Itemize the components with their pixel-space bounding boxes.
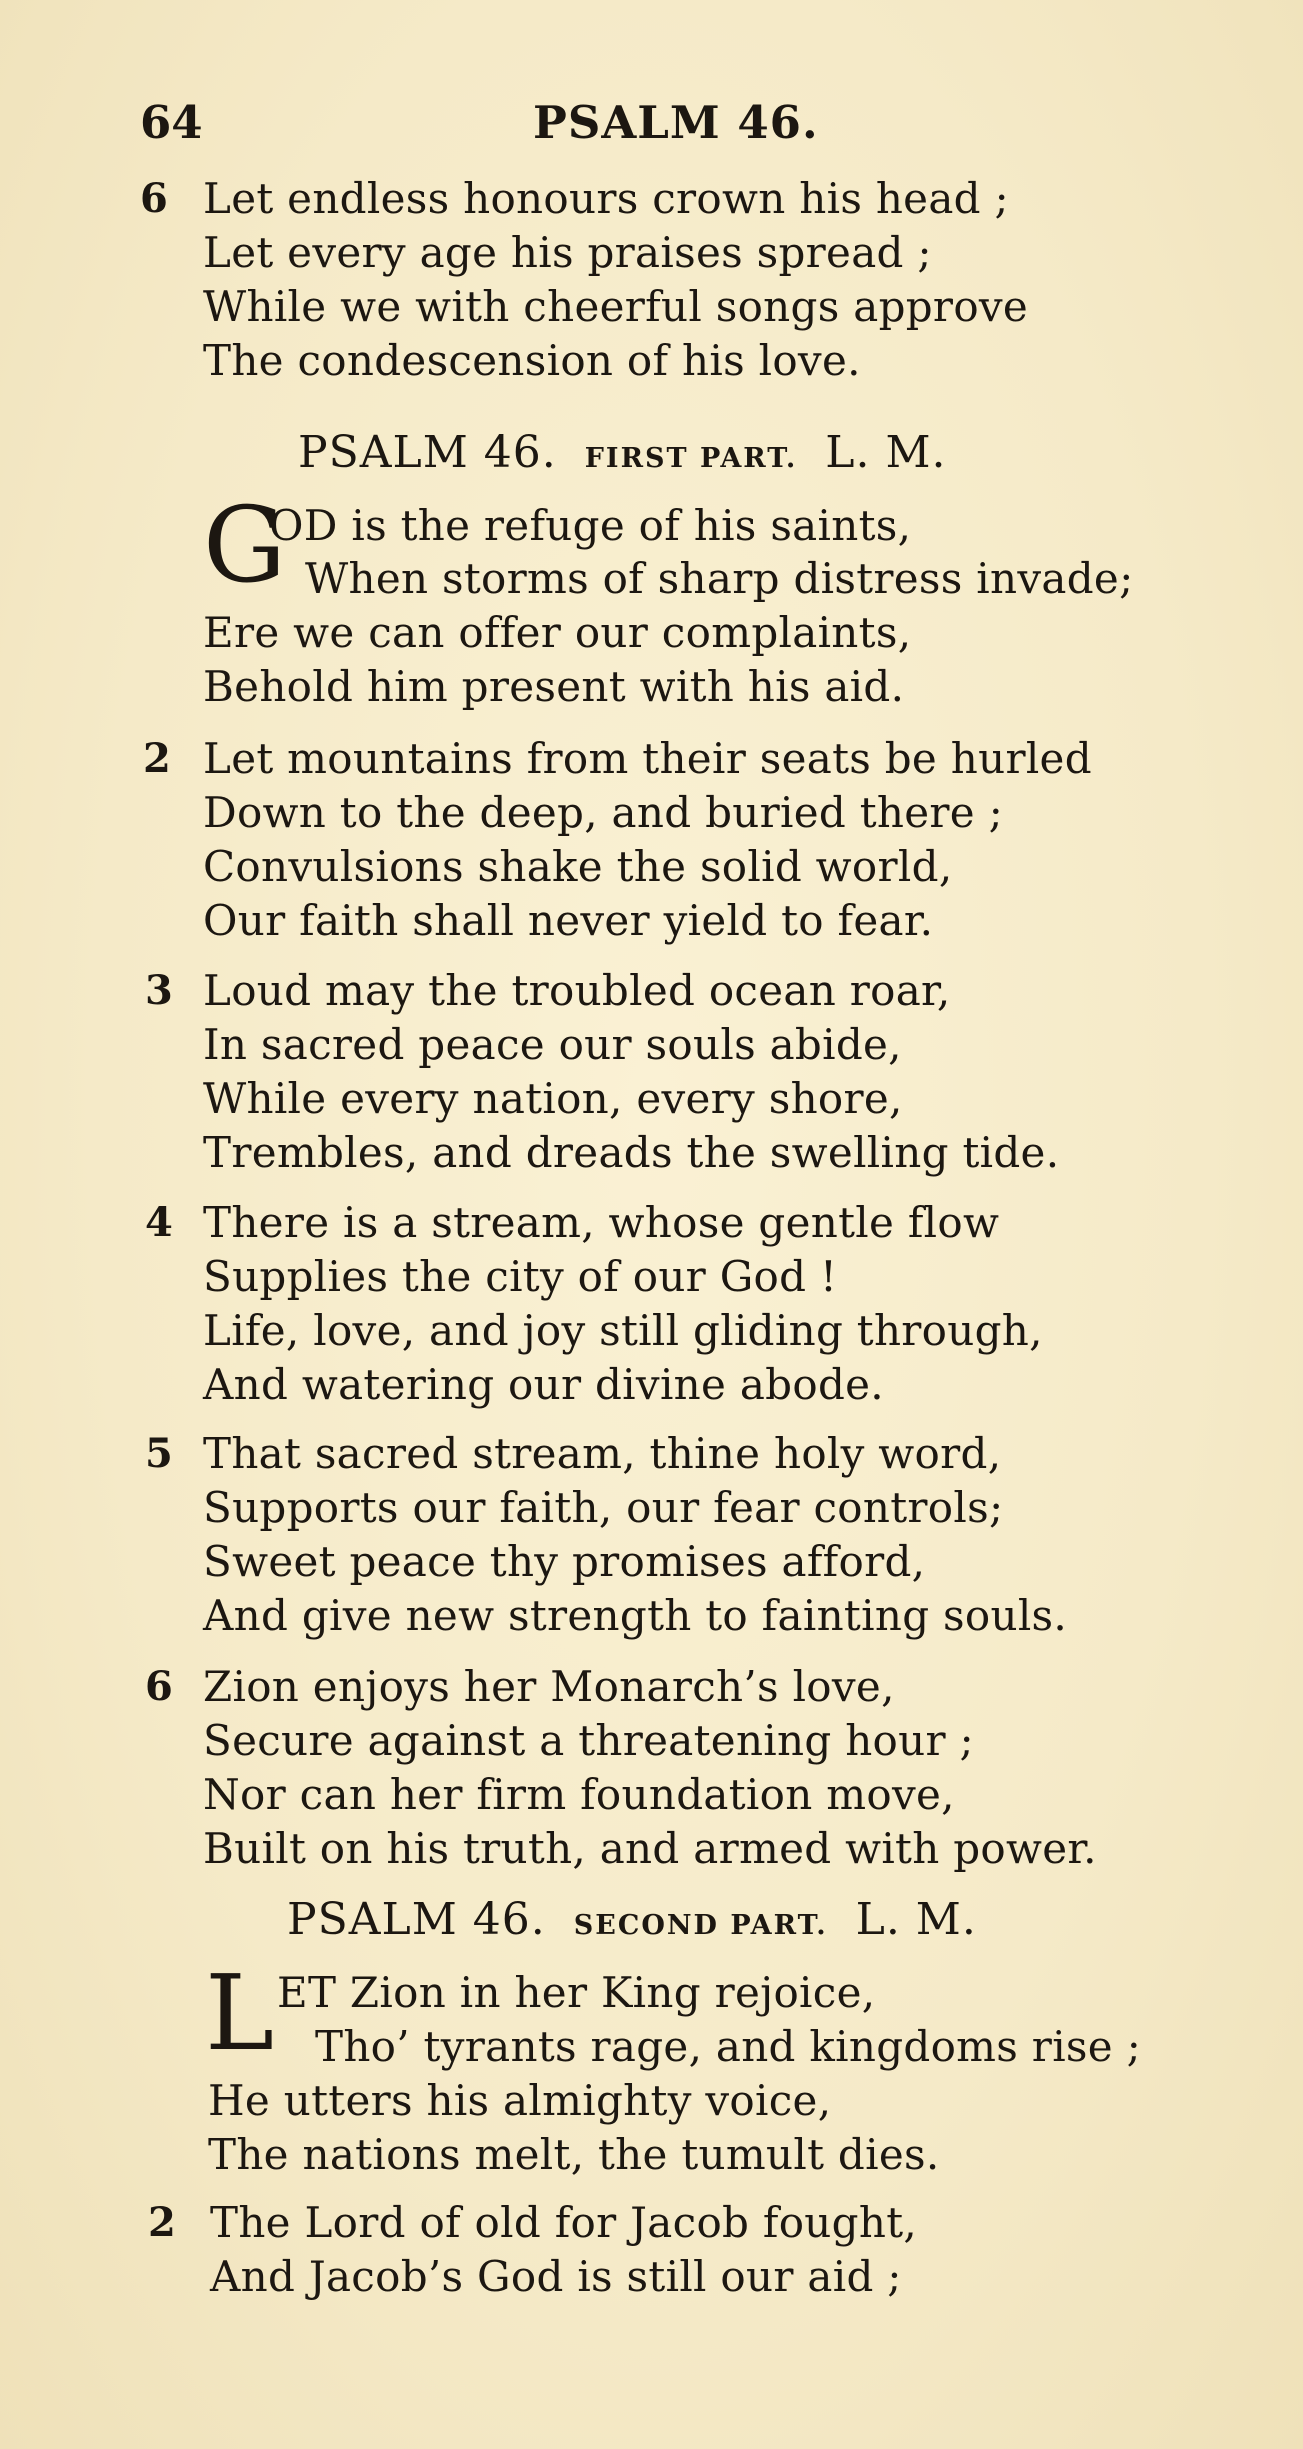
verse-line: Built on his truth, and armed with power. xyxy=(203,1824,1097,1873)
verse-line: Sweet peace thy promises afford, xyxy=(203,1537,926,1586)
verse-line: While we with cheerful songs approve xyxy=(203,282,1029,331)
stanza-number: 3 xyxy=(145,967,173,1014)
verse-line: In sacred peace our souls abide, xyxy=(203,1020,902,1069)
verse-line: ET Zion in her King rejoice, xyxy=(277,1968,876,2017)
verse-line: Nor can her firm foundation move, xyxy=(203,1770,955,1819)
verse-line: Trembles, and dreads the swelling tide. xyxy=(203,1128,1060,1177)
verse-line: Secure against a threatening hour ; xyxy=(203,1716,974,1765)
verse-line: Supports our faith, our fear controls; xyxy=(203,1483,1004,1532)
verse-line: And Jacob’s God is still our aid ; xyxy=(210,2252,902,2301)
verse-line: There is a stream, whose gentle flow xyxy=(203,1198,1000,1247)
verse-line: And watering our divine abode. xyxy=(203,1360,884,1409)
verse-line: And give new strength to fainting souls. xyxy=(203,1591,1068,1640)
verse-line: Convulsions shake the solid world, xyxy=(203,842,953,891)
stanza-number: 6 xyxy=(145,1663,173,1710)
heading-part: SECOND PART. xyxy=(573,1910,828,1941)
drop-cap: L xyxy=(205,1952,275,2074)
heading-meter: L. M. xyxy=(855,1894,977,1945)
verse-line: While every nation, every shore, xyxy=(203,1074,903,1123)
stanza-number: 4 xyxy=(145,1199,173,1246)
verse-line: Tho’ tyrants rage, and kingdoms rise ; xyxy=(315,2022,1142,2071)
heading-part: FIRST PART. xyxy=(584,443,798,474)
verse-line: The condescension of his love. xyxy=(203,336,861,385)
stanza-number: 2 xyxy=(143,735,171,782)
verse-line: The nations melt, the tumult dies. xyxy=(208,2130,940,2179)
verse-line: He utters his almighty voice, xyxy=(208,2076,832,2125)
stanza-number: 2 xyxy=(148,2199,176,2246)
verse-line: OD is the refuge of his saints, xyxy=(269,501,912,550)
heading-title: PSALM 46. xyxy=(298,427,557,478)
verse-line: Ere we can offer our complaints, xyxy=(203,608,912,657)
verse-line: The Lord of old for Jacob fought, xyxy=(210,2198,918,2247)
stanza-number: 6 xyxy=(140,175,168,222)
stanza-number: 5 xyxy=(145,1430,173,1477)
page-number: 64 xyxy=(140,96,203,149)
verse-line: That sacred stream, thine holy word, xyxy=(203,1429,1002,1478)
verse-line: Let every age his praises spread ; xyxy=(203,228,932,277)
verse-line: Down to the deep, and buried there ; xyxy=(203,788,1004,837)
verse-line: When storms of sharp distress invade; xyxy=(305,554,1134,603)
running-title: PSALM 46. xyxy=(533,96,819,149)
verse-line: Life, love, and joy still gliding through, xyxy=(203,1306,1043,1355)
psalm-heading-second-part xyxy=(287,1894,977,1952)
verse-line: Our faith shall never yield to fear. xyxy=(203,896,934,945)
verse-line: Behold him present with his aid. xyxy=(203,662,905,711)
verse-line: Let mountains from their seats be hurled xyxy=(203,734,1092,783)
verse-line: Let endless honours crown his head ; xyxy=(203,174,1009,223)
verse-line: Zion enjoys her Monarch’s love, xyxy=(203,1662,895,1711)
verse-line: Loud may the troubled ocean roar, xyxy=(203,966,951,1015)
drop-cap: G xyxy=(203,484,287,606)
heading-meter: L. M. xyxy=(825,427,947,478)
verse-line: Supplies the city of our God ! xyxy=(203,1252,838,1301)
heading-title: PSALM 46. xyxy=(287,1894,546,1945)
psalm-heading-first-part xyxy=(298,427,947,485)
